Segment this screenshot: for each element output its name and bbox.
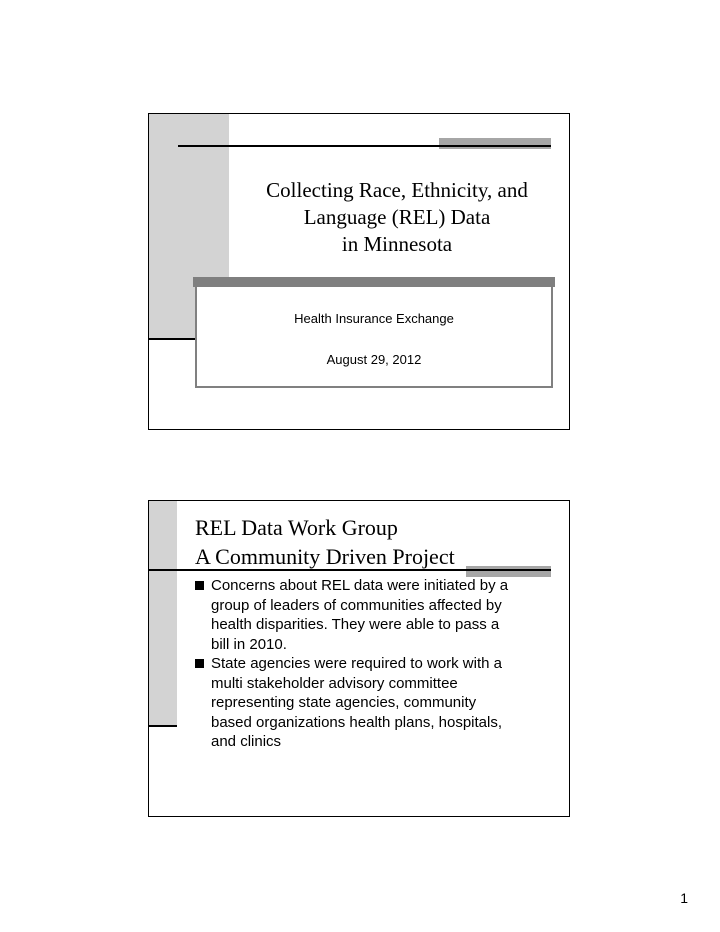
bullet-item	[193, 576, 553, 654]
slide-1	[148, 113, 570, 430]
slide-1-title-line: Collecting Race, Ethnicity, and	[266, 178, 528, 202]
slide-1-title-rule	[178, 145, 551, 147]
slide-2-title	[195, 513, 455, 571]
bullet-text-line: representing state agencies, community	[211, 694, 477, 711]
slide-2-bullet-list	[193, 576, 553, 752]
square-bullet-icon	[195, 659, 204, 668]
slide-1-title	[245, 177, 549, 258]
square-bullet-icon	[195, 581, 204, 590]
bullet-text-line: State agencies were required to work with a	[211, 655, 502, 672]
slide-1-subtitle-box	[195, 277, 553, 388]
slide-2-left-bar	[149, 501, 177, 727]
slide-1-title-line: Language (REL) Data	[303, 205, 491, 229]
bullet-text-line: Concerns about REL data were initiated by a	[211, 577, 509, 594]
bullet-text-line: and clinics	[211, 733, 282, 750]
slide-1-subtitle: Health Insurance Exchange	[294, 311, 454, 326]
bullet-item	[193, 654, 553, 752]
slide-1-subtitle-box-top-bar	[193, 277, 555, 287]
slide-1-title-accent	[439, 138, 551, 149]
bullet-text-line: health disparities. They were able to pass a	[211, 616, 500, 633]
slide-2-title-line: REL Data Work Group	[195, 515, 398, 540]
bullet-text-line: group of leaders of communities affected by	[211, 596, 502, 614]
slide-2-title-line: A Community Driven Project	[195, 544, 455, 569]
bullet-text-line: multi stakeholder advisory committee	[211, 674, 458, 692]
bullet-text-line: based organizations health plans, hospitals,	[211, 713, 503, 731]
slide-2	[148, 500, 570, 817]
slide-1-date: August 29, 2012	[326, 352, 422, 367]
page-number: 1	[680, 890, 688, 906]
slide-1-title-line: in Minnesota	[341, 232, 453, 256]
bullet-text-line: bill in 2010.	[211, 635, 287, 653]
slide-2-side-rule	[149, 725, 177, 727]
slide-1-side-rule	[149, 338, 195, 340]
